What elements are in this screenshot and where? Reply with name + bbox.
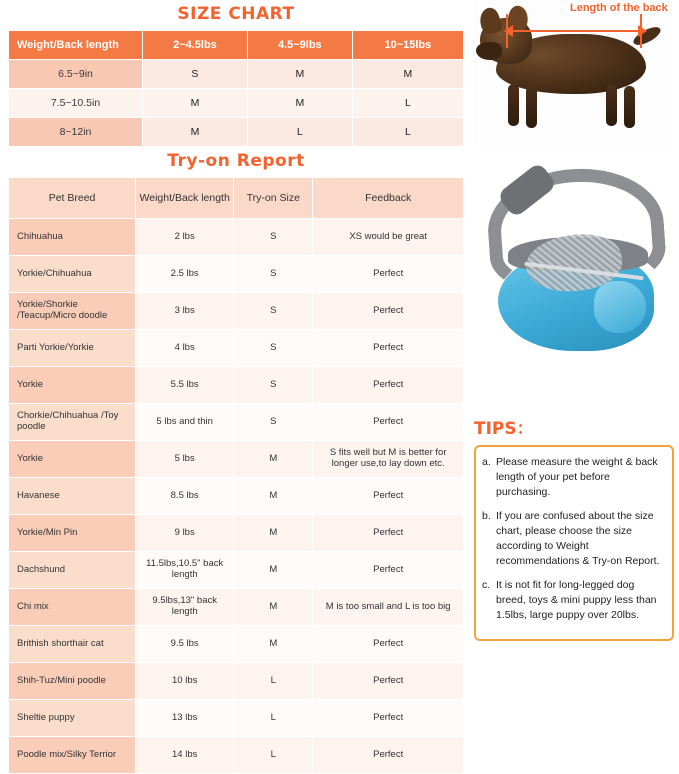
tryon-weight: 5.5 lbs [136, 367, 234, 404]
tryon-feedback: Perfect [313, 552, 464, 589]
pet-carrier-bag-photo [474, 151, 674, 401]
size-chart-cell: M [143, 89, 248, 118]
tryon-feedback: M is too small and L is too big [313, 589, 464, 626]
tryon-breed: Chorkie/Chihuahua /Toy poodle [9, 404, 136, 441]
tryon-size: M [234, 515, 313, 552]
tryon-breed: Yorkie/Min Pin [9, 515, 136, 552]
tryon-size: L [234, 663, 313, 700]
size-chart-header-row [9, 31, 464, 60]
tips-section [474, 414, 674, 641]
size-chart-cell: L [352, 118, 463, 147]
tryon-feedback: S fits well but M is better for longer use,to lay down etc. [313, 441, 464, 478]
table-row [9, 441, 464, 478]
table-row [9, 663, 464, 700]
tryon-weight: 8.5 lbs [136, 478, 234, 515]
tryon-feedback: Perfect [313, 737, 464, 774]
size-chart-title: SIZE CHART [177, 4, 295, 24]
size-chart-cell: M [352, 60, 463, 89]
tryon-weight: 2 lbs [136, 219, 234, 256]
tryon-feedback: Perfect [313, 367, 464, 404]
tip-text: If you are confused about the size chart, please choose the size according to Weight recommendations & Try-on Report. [496, 509, 660, 568]
size-chart-cell: 7.5~10.5in [9, 89, 143, 118]
tryon-size: S [234, 367, 313, 404]
tryon-breed: Yorkie/Chihuahua [9, 256, 136, 293]
table-row [9, 700, 464, 737]
size-chart-cell: M [247, 60, 352, 89]
table-row [9, 404, 464, 441]
tryon-feedback: XS would be great [313, 219, 464, 256]
size-chart-cell: M [143, 118, 248, 147]
tryon-size: S [234, 256, 313, 293]
size-chart-table [8, 30, 464, 147]
list-item [482, 455, 664, 501]
table-row [9, 552, 464, 589]
tryon-size: M [234, 626, 313, 663]
size-chart-cell: L [352, 89, 463, 118]
tryon-breed: Parti Yorkie/Yorkie [9, 330, 136, 367]
tryon-size: S [234, 219, 313, 256]
tryon-breed: Shih-Tuz/Mini poodle [9, 663, 136, 700]
size-chart-cell: L [247, 118, 352, 147]
table-row [9, 330, 464, 367]
tryon-weight: 5 lbs [136, 441, 234, 478]
tryon-header-cell: Pet Breed [9, 178, 136, 219]
arrow-right-icon [638, 25, 647, 37]
tryon-feedback: Perfect [313, 626, 464, 663]
table-row [9, 89, 464, 118]
tryon-feedback: Perfect [313, 700, 464, 737]
tryon-size: M [234, 441, 313, 478]
tryon-weight: 2.5 lbs [136, 256, 234, 293]
tip-text: It is not fit for long-legged dog breed, toys & mini puppy less than 1.5lbs, large puppy over 20lbs. [496, 578, 657, 621]
tryon-size: L [234, 737, 313, 774]
tryon-size: S [234, 404, 313, 441]
table-row [9, 60, 464, 89]
tryon-breed: Dachshund [9, 552, 136, 589]
table-row [9, 626, 464, 663]
tryon-feedback: Perfect [313, 478, 464, 515]
tryon-breed: Brithish shorthair cat [9, 626, 136, 663]
back-length-caption: Length of the back [570, 2, 668, 14]
tryon-weight: 9 lbs [136, 515, 234, 552]
tryon-size: M [234, 552, 313, 589]
tryon-report-table [8, 177, 464, 774]
tryon-feedback: Perfect [313, 330, 464, 367]
list-item [482, 509, 664, 570]
tip-marker: a. [482, 456, 491, 468]
tryon-breed: Poodle mix/Silky Terrior [9, 737, 136, 774]
tryon-feedback: Perfect [313, 293, 464, 330]
tryon-size: S [234, 330, 313, 367]
tryon-feedback: Perfect [313, 256, 464, 293]
tryon-feedback: Perfect [313, 404, 464, 441]
dog-leg-shape [508, 84, 519, 126]
table-row [9, 118, 464, 147]
size-chart-cell: 6.5~9in [9, 60, 143, 89]
tip-text: Please measure the weight & back length of your pet before purchasing. [496, 456, 658, 499]
tips-box [474, 445, 674, 641]
tryon-report-title: Try-on Report [167, 151, 305, 171]
table-row [9, 256, 464, 293]
table-row [9, 515, 464, 552]
tryon-weight: 4 lbs [136, 330, 234, 367]
left-column [8, 0, 464, 774]
size-chart-cell: S [143, 60, 248, 89]
dog-leg-shape [526, 86, 537, 128]
size-chart-header-cell: 4.5~9lbs [247, 31, 352, 60]
tryon-size: S [234, 293, 313, 330]
tryon-feedback: Perfect [313, 663, 464, 700]
size-chart-cell: M [247, 89, 352, 118]
dog-leg-shape [624, 86, 635, 128]
table-row [9, 293, 464, 330]
tryon-breed: Chi mix [9, 589, 136, 626]
arrow-left-icon [504, 25, 513, 37]
measure-arrow-line [512, 30, 640, 32]
tryon-weight: 10 lbs [136, 663, 234, 700]
size-chart-cell: 8~12in [9, 118, 143, 147]
tryon-weight: 13 lbs [136, 700, 234, 737]
table-row [9, 367, 464, 404]
tip-marker: c. [482, 578, 491, 591]
tryon-breed: Sheltie puppy [9, 700, 136, 737]
tryon-header-cell: Weight/Back length [136, 178, 234, 219]
tryon-size: M [234, 589, 313, 626]
tryon-header-cell: Try-on Size [234, 178, 313, 219]
bag-side-pocket [594, 281, 646, 333]
size-chart-header-cell: Weight/Back length [9, 31, 143, 60]
tryon-weight: 5 lbs and thin [136, 404, 234, 441]
tryon-breed: Chihuahua [9, 219, 136, 256]
dog-snout-shape [476, 42, 502, 60]
tryon-header-row [9, 178, 464, 219]
tryon-breed: Yorkie/Shorkie /Teacup/Micro doodle [9, 293, 136, 330]
tryon-header-cell: Feedback [313, 178, 464, 219]
tryon-feedback: Perfect [313, 515, 464, 552]
tryon-breed: Havanese [9, 478, 136, 515]
tryon-weight: 14 lbs [136, 737, 234, 774]
right-column [474, 0, 674, 401]
tryon-weight: 9.5lbs,13" back length [136, 589, 234, 626]
tryon-weight: 3 lbs [136, 293, 234, 330]
table-row [9, 219, 464, 256]
table-row [9, 478, 464, 515]
table-row [9, 589, 464, 626]
tryon-weight: 9.5 lbs [136, 626, 234, 663]
list-item [482, 578, 664, 624]
tryon-size: L [234, 700, 313, 737]
table-row [9, 737, 464, 774]
tips-title: TIPS： [474, 419, 534, 439]
tryon-breed: Yorkie [9, 441, 136, 478]
dog-measurement-photo [474, 0, 674, 145]
size-chart-header-cell: 10~15lbs [352, 31, 463, 60]
tryon-weight: 11.5lbs,10.5" back length [136, 552, 234, 589]
size-chart-header-cell: 2~4.5lbs [143, 31, 248, 60]
dog-leg-shape [606, 84, 617, 126]
tryon-breed: Yorkie [9, 367, 136, 404]
tryon-size: M [234, 478, 313, 515]
tip-marker: b. [482, 509, 491, 522]
